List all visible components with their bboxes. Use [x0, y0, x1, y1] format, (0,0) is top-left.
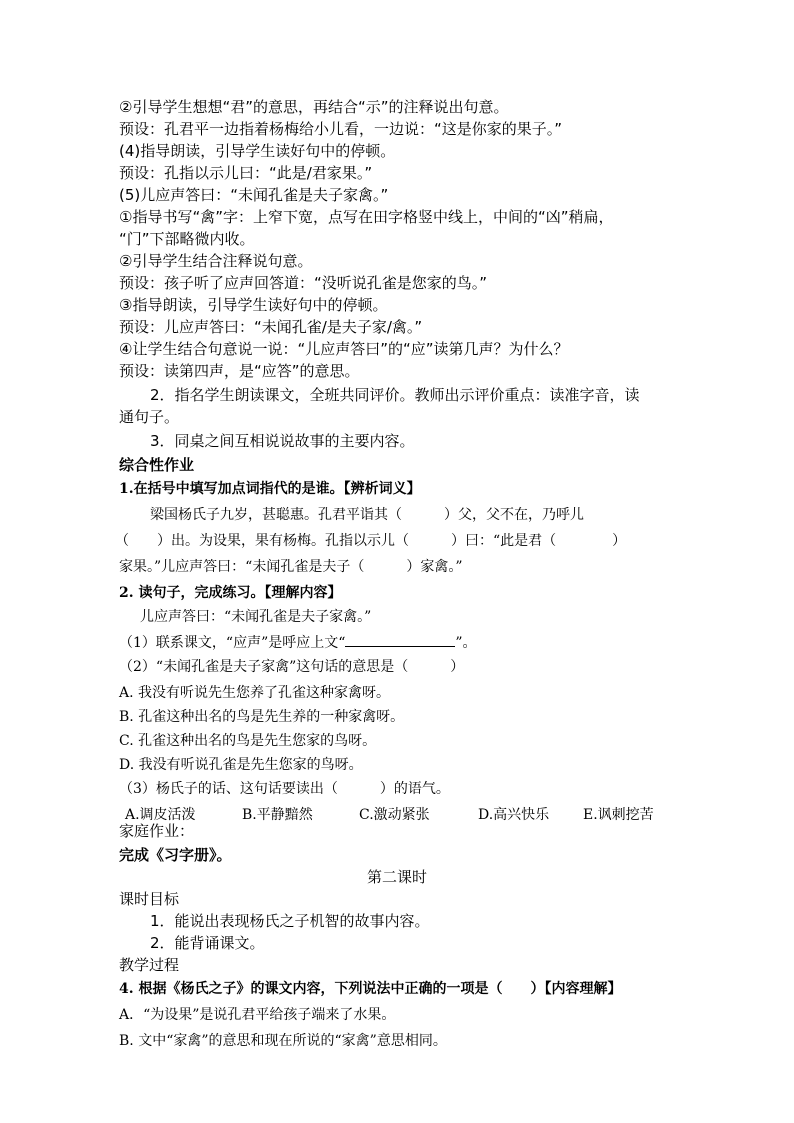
text-line: “门”下部略微内收。 — [119, 230, 255, 248]
section-heading: 家庭作业： — [119, 822, 195, 840]
text-line: 1．能说出表现杨氏之子机智的故事内容。 — [150, 912, 430, 930]
text-line: (5)儿应声答曰：“未闻孔雀是夫子家禽。” — [119, 186, 389, 204]
fill-blank — [345, 632, 455, 647]
option-c: C.激动紧张 — [359, 807, 430, 823]
option-line: D. 我没有听说孔雀是先生您家的鸟呀。 — [119, 757, 363, 773]
text-line: ③指导朗读，引导学生读好句中的停顿。 — [119, 296, 388, 314]
option-line: B. 文中“家禽”的意思和现在所说的“家禽”意思相同。 — [119, 1033, 447, 1049]
section-heading: 综合性作业 — [119, 456, 195, 474]
text-line: ④让学生结合句意说一说：“儿应声答曰”的“应”读第几声？为什么？ — [119, 340, 569, 358]
section-heading: 课时目标 — [119, 890, 180, 908]
text-line: 预设：读第四声，是“应答”的意思。 — [119, 362, 360, 380]
option-line: C. 孔雀这种出名的鸟是先生您家的鸟呀。 — [119, 733, 377, 749]
lesson-title: 第二课时 — [366, 868, 427, 886]
text-line: 预设：孩子听了应声回答道：“没听说孔雀是您家的鸟。” — [119, 274, 488, 292]
text-line: 家果。”儿应声答曰：“未闻孔雀是夫子（ ）家禽。” — [119, 559, 463, 575]
option-e: E.讽刺挖苦 — [583, 807, 654, 823]
text-line: ②引导学生想想“君”的意思，再结合“示”的注释说出句意。 — [119, 98, 509, 116]
text-line: (4)指导朗读，引导学生读好句中的停顿。 — [119, 142, 396, 160]
text-line: 梁国杨氏子九岁，甚聪惠。孔君平诣其（ ）父，父不在，乃呼儿 — [150, 507, 584, 523]
option-b: B.平静黯然 — [242, 807, 313, 823]
question-title: 1.在括号中填写加点词指代的是谁。【辨析词义】 — [119, 481, 421, 497]
text-line: 预设：孔君平一边指着杨梅给小儿看，一边说：“这是你家的果子。” — [119, 120, 563, 138]
text-line: 3．同桌之间互相说说故事的主要内容。 — [150, 432, 415, 450]
text-line: ①指导书写“禽”字：上窄下宽，点写在田字格竖中线上，中间的“凶”稍扁， — [119, 208, 614, 226]
option-a: A.调皮活泼 — [125, 807, 196, 823]
section-heading: 教学过程 — [119, 956, 180, 974]
question-title: 2. 读句子，完成练习。【理解内容】 — [119, 585, 342, 601]
option-line: A. 我没有听说先生您养了孔雀这种家禽呀。 — [119, 685, 391, 701]
option-d: D.高兴快乐 — [478, 807, 550, 823]
question-title: 4. 根据《杨氏之子》的课文内容，下列说法中正确的一项是（ ）【内容理解】 — [119, 981, 622, 997]
text-line: 预设：儿应声答曰：“未闻孔雀/是夫子家/禽。” — [119, 318, 423, 336]
text-line: 通句子。 — [119, 408, 180, 426]
text-line: 2．能背诵课文。 — [150, 934, 265, 952]
text-line: 2．指名学生朗读课文，全班共同评价。教师出示评价重点：读准字音，读 — [150, 386, 640, 404]
text-line: ②引导学生结合注释说句意。 — [119, 252, 313, 270]
text-line: （2）“未闻孔雀是夫子家禽”这句话的意思是（ ） — [119, 659, 465, 675]
text-fragment: （1）联系课文，“应声”是呼应上文“ — [119, 635, 346, 651]
text-line: 完成《习字册》。 — [119, 846, 232, 864]
option-line: B. 孔雀这种出名的鸟是先生养的一种家禽呀。 — [119, 709, 405, 725]
text-line: （3）杨氏子的话、这句话要读出（ ）的语气。 — [119, 781, 450, 797]
text-line — [119, 632, 477, 654]
text-fragment: ”。 — [455, 635, 477, 651]
option-line: A．“为设果”是说孔君平给孩子端来了水果。 — [119, 1007, 396, 1023]
text-line: 儿应声答曰：“未闻孔雀是夫子家禽。” — [140, 609, 372, 625]
text-line: （ ）出。为设果，果有杨梅。孔指以示儿（ ）曰：“此是君（ ） — [115, 533, 627, 549]
text-line: 预设：孔指以示儿曰：“此是/君家果。” — [119, 164, 373, 182]
